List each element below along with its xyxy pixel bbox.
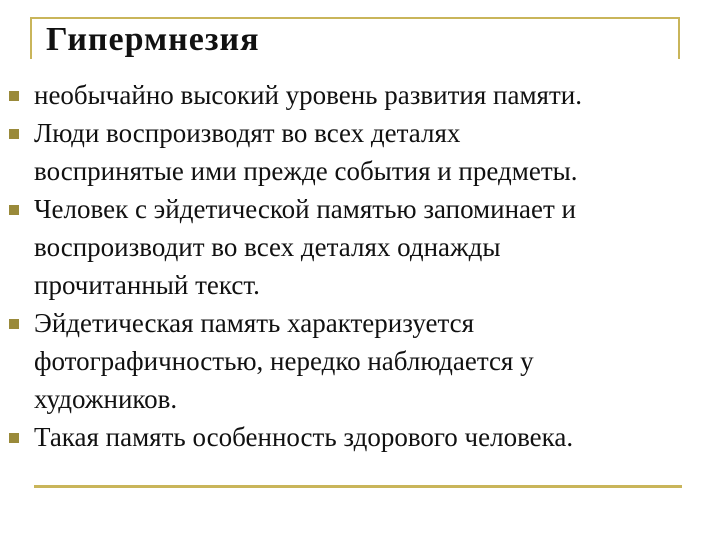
bullet-item-4: [0, 304, 694, 418]
bullet-list: [0, 76, 720, 456]
slide-title: Гипермнезия: [46, 21, 260, 58]
square-bullet-icon: [9, 433, 19, 443]
bullet-item-2: [0, 114, 694, 190]
bullet-line: воспринятые ими прежде события и предметы.: [34, 156, 578, 186]
square-bullet-icon: [9, 319, 19, 329]
square-bullet-icon: [9, 91, 19, 101]
square-bullet-icon: [9, 129, 19, 139]
bullet-line: Такая память особенность здорового человека.: [34, 422, 574, 452]
bullet-line: художников.: [34, 384, 178, 414]
bullet-line: Человек с эйдетической памятью запоминает и: [34, 194, 577, 224]
bullet-line: прочитанный текст.: [34, 270, 260, 300]
title-frame-left-line: [30, 17, 32, 59]
bullet-line: Люди воспроизводят во всех деталях: [34, 118, 461, 148]
bullet-line: фотографичностью, нередко наблюдается у: [34, 346, 534, 376]
bullet-line: необычайно высокий уровень развития памяти.: [34, 80, 582, 110]
bullet-item-5: [0, 418, 694, 456]
title-frame-right-line: [678, 17, 680, 59]
bullet-line: Эйдетическая память характеризуется: [34, 308, 474, 338]
square-bullet-icon: [9, 205, 19, 215]
bullet-line: воспроизводит во всех деталях однажды: [34, 232, 501, 262]
bottom-accent-line: [34, 485, 682, 488]
bullet-item-3: [0, 190, 694, 304]
bullet-item-1: [0, 76, 694, 114]
